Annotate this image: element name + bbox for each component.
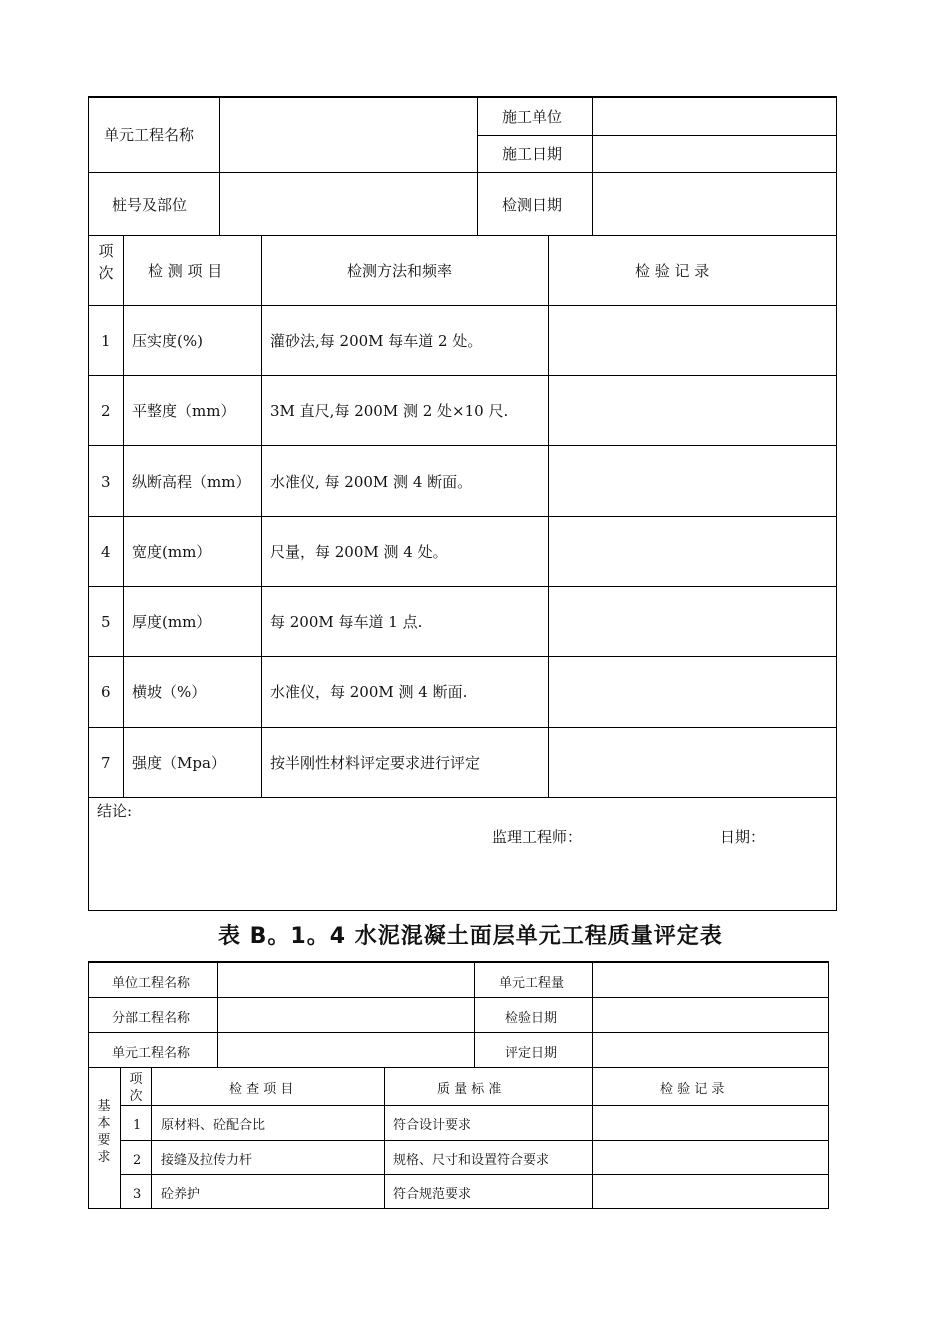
table-2-title: 表 B。1。4 水泥混凝土面层单元工程质量评定表 [218,924,723,949]
unit-project-quantity-label: 单元工程量 [499,976,565,991]
t2-row-2-standard: 规格、尺寸和设置符合要求 [393,1153,550,1168]
evaluation-date-label: 评定日期 [505,1046,558,1061]
row-4-item: 宽度(mm） [132,543,212,561]
row-2-no: 2 [101,402,111,420]
row-1-method: 灌砂法,每 200M 每车道 2 处。 [270,332,483,350]
construction-unit-label: 施工单位 [502,108,563,126]
t2-row-3-item: 砼养护 [161,1187,201,1202]
row-3-no: 3 [101,473,111,491]
row-2-item: 平整度（mm） [132,402,236,420]
column-header-item: 检 测 项 目 [148,262,223,280]
t2-row-2-no: 2 [133,1153,142,1168]
row-4-method: 尺量，每 200M 测 4 处。 [270,543,448,561]
unit-project-name-label: 单元工程名称 [104,126,195,144]
division-project-name-label: 分部工程名称 [112,1011,191,1026]
column-header-record-2: 检 验 记 录 [660,1082,725,1097]
station-location-label: 桩号及部位 [112,196,188,214]
t2-row-3-no: 3 [133,1187,142,1202]
column-header-no-2: 项次 [129,1072,143,1104]
row-5-item: 厚度(mm） [132,613,212,631]
column-header-standard: 质 量 标 准 [437,1082,502,1097]
inspection-date-label: 检测日期 [502,196,563,214]
row-6-no: 6 [101,683,111,701]
construction-date-label: 施工日期 [502,145,563,163]
row-6-item: 横坡（%） [132,683,207,701]
basic-requirements-label: 基本要求 [97,1099,111,1165]
t2-row-1-item: 原材料、砼配合比 [161,1118,266,1133]
row-5-method: 每 200M 每车道 1 点. [270,613,423,631]
t2-row-1-no: 1 [133,1118,142,1133]
column-header-no: 项次 [98,242,114,282]
row-7-item: 强度（Mpa） [132,754,226,772]
t2-row-2-item: 接缝及拉传力杆 [161,1153,253,1168]
t2-row-3-standard: 符合规范要求 [393,1187,472,1202]
row-4-no: 4 [101,543,111,561]
row-7-method: 按半刚性材料评定要求进行评定 [270,754,481,772]
conclusion-label: 结论: [97,802,133,820]
conclusion-date-label: 日期： [720,828,766,846]
row-6-method: 水准仪，每 200M 测 4 断面. [270,683,468,701]
row-5-no: 5 [101,613,111,631]
row-7-no: 7 [101,754,111,772]
column-header-check-item: 检 查 项 目 [229,1082,294,1097]
row-1-item: 压实度(%) [132,332,203,350]
unit-project-name-label-2: 单元工程名称 [112,1046,191,1061]
column-header-method: 检测方法和频率 [347,262,453,280]
row-3-item: 纵断高程（mm） [132,473,251,491]
inspection-date-label-2: 检验日期 [505,1011,558,1026]
row-1-no: 1 [101,332,111,350]
t2-row-1-standard: 符合设计要求 [393,1118,472,1133]
row-3-method: 水准仪, 每 200M 测 4 断面。 [270,473,473,491]
row-2-method: 3M 直尺,每 200M 测 2 处×10 尺. [270,402,509,420]
supervisor-label: 监理工程师： [492,828,583,846]
unit-engineering-name-label: 单位工程名称 [112,976,191,991]
column-header-record: 检 验 记 录 [635,262,710,280]
